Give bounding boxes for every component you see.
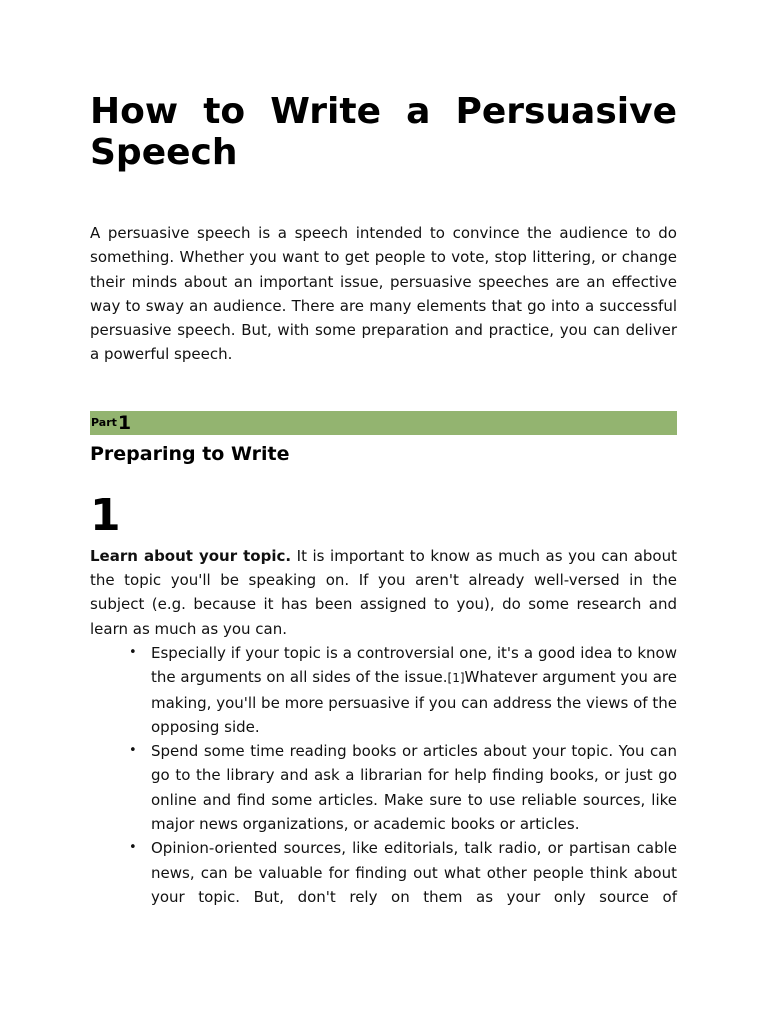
- bullet-text: Opinion-oriented sources, like editorials, talk radio, or partisan cable news, can be valuable for finding out what other people think about your topic. But, don't rely on them as your only source of: [151, 839, 677, 906]
- part-label: Part: [91, 416, 117, 430]
- part-number: 1: [117, 411, 132, 434]
- step-bullet-list: [90, 641, 677, 909]
- intro-paragraph: A persuasive speech is a speech intended to convince the audience to do something. Whether you want to get people to vote, stop littering, or change their minds about an important issue, persuasive speeches are an effective way to sway an audience. There are many elements that go into a successful persuasive speech. But, with some preparation and practice, you can deliver a powerful speech.: [90, 224, 677, 364]
- part-header-bar: [90, 411, 677, 435]
- part-title: Preparing to Write: [90, 442, 290, 465]
- article-page: [90, 0, 677, 909]
- bullet-text-before: Especially if your topic is a controversial one, it's a good idea to know the arguments on all sides of the issue.: [151, 643, 677, 687]
- step-paragraph: [90, 544, 677, 641]
- step-body: It is important to know as much as you can about the topic you'll be speaking on. If you aren't already well-versed in the subject (e.g. because it has been assigned to you), do some research and learn as much as you can.: [90, 546, 677, 638]
- step-lead: Learn about your topic.: [90, 546, 292, 565]
- list-item: [90, 641, 677, 739]
- article-title: How to Write a Persuasive Speech: [90, 91, 677, 173]
- list-item: [90, 739, 677, 836]
- bullet-text-after: Whatever argument you are making, you'll be more persuasive if you can address the views of the opposing side.: [151, 668, 677, 736]
- bullet-icon: •: [129, 644, 137, 660]
- list-item: [90, 836, 677, 909]
- bullet-icon: •: [129, 840, 137, 856]
- step-number: 1: [90, 489, 121, 541]
- bullet-text: Spend some time reading books or articles about your topic. You can go to the library and ask a librarian for help finding books, or just go online and find some articles. Make sure to use reliable sources, like major news organizations, or academic books or articles.: [151, 742, 677, 834]
- bullet-icon: •: [129, 743, 137, 759]
- reference-link[interactable]: [1]: [447, 671, 465, 686]
